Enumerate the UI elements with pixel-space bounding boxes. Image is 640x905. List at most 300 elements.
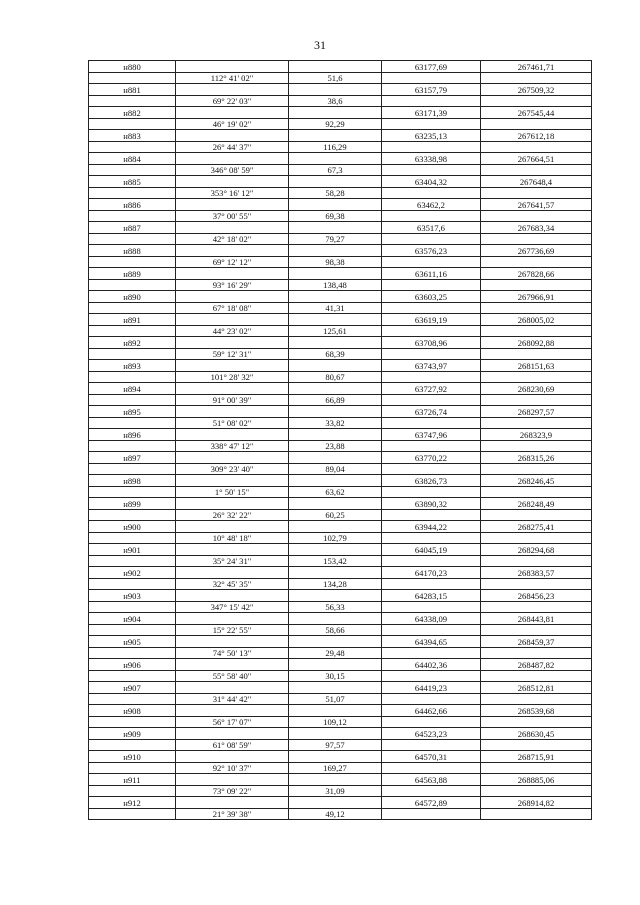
empty-cell: [481, 440, 592, 452]
segment-distance: 134,28: [289, 578, 382, 590]
point-x-coordinate: 63727,92: [382, 383, 481, 395]
empty-cell: [89, 739, 176, 751]
empty-cell: [289, 705, 382, 717]
segment-angle: 92° 10' 37": [176, 762, 289, 774]
empty-cell: [289, 544, 382, 556]
point-y-coordinate: 268914,82: [481, 797, 592, 809]
empty-cell: [382, 555, 481, 567]
point-y-coordinate: 268294,68: [481, 544, 592, 556]
empty-cell: [89, 233, 176, 245]
segment-angle: 346° 08' 59": [176, 164, 289, 176]
segment-angle: 91° 00' 39": [176, 394, 289, 406]
point-row: [89, 705, 592, 717]
point-y-coordinate: 267648,4: [481, 176, 592, 188]
point-x-coordinate: 63890,32: [382, 498, 481, 510]
segment-distance: 49,12: [289, 808, 382, 820]
segment-distance: 125,61: [289, 325, 382, 337]
point-name: н898: [89, 475, 176, 487]
empty-cell: [382, 348, 481, 360]
point-x-coordinate: 63770,22: [382, 452, 481, 464]
point-y-coordinate: 268383,57: [481, 567, 592, 579]
point-y-coordinate: 268275,41: [481, 521, 592, 533]
empty-cell: [481, 233, 592, 245]
point-y-coordinate: 268248,49: [481, 498, 592, 510]
empty-cell: [289, 498, 382, 510]
segment-angle: 15° 22' 55": [176, 624, 289, 636]
point-row: [89, 245, 592, 257]
empty-cell: [481, 739, 592, 751]
segment-row: [89, 762, 592, 774]
segment-row: [89, 555, 592, 567]
segment-row: [89, 371, 592, 383]
point-row: [89, 659, 592, 671]
segment-distance: 92,29: [289, 118, 382, 130]
empty-cell: [176, 314, 289, 326]
segment-angle: 93° 16' 29": [176, 279, 289, 291]
empty-cell: [176, 705, 289, 717]
segment-distance: 23,88: [289, 440, 382, 452]
empty-cell: [382, 417, 481, 429]
point-row: [89, 360, 592, 372]
empty-cell: [289, 337, 382, 349]
empty-cell: [481, 348, 592, 360]
point-name: н907: [89, 682, 176, 694]
empty-cell: [176, 291, 289, 303]
point-x-coordinate: 63462,2: [382, 199, 481, 211]
empty-cell: [289, 383, 382, 395]
point-y-coordinate: 268487,82: [481, 659, 592, 671]
empty-cell: [89, 417, 176, 429]
point-x-coordinate: 63576,23: [382, 245, 481, 257]
page-number: 31: [314, 38, 326, 52]
empty-cell: [176, 84, 289, 96]
empty-cell: [382, 371, 481, 383]
segment-distance: 56,33: [289, 601, 382, 613]
point-y-coordinate: 267664,51: [481, 153, 592, 165]
point-y-coordinate: 268456,23: [481, 590, 592, 602]
empty-cell: [382, 808, 481, 820]
empty-cell: [89, 325, 176, 337]
segment-distance: 138,48: [289, 279, 382, 291]
empty-cell: [382, 739, 481, 751]
segment-distance: 66,89: [289, 394, 382, 406]
segment-distance: 33,82: [289, 417, 382, 429]
segment-row: [89, 532, 592, 544]
segment-row: [89, 624, 592, 636]
point-x-coordinate: 63177,69: [382, 61, 481, 73]
empty-cell: [382, 463, 481, 475]
empty-cell: [382, 601, 481, 613]
point-y-coordinate: 268092,88: [481, 337, 592, 349]
empty-cell: [481, 279, 592, 291]
empty-cell: [89, 716, 176, 728]
empty-cell: [89, 486, 176, 498]
point-x-coordinate: 64402,36: [382, 659, 481, 671]
segment-angle: 69° 12' 12": [176, 256, 289, 268]
segment-row: [89, 509, 592, 521]
point-x-coordinate: 64462,66: [382, 705, 481, 717]
segment-row: [89, 233, 592, 245]
empty-cell: [176, 268, 289, 280]
empty-cell: [289, 130, 382, 142]
empty-cell: [176, 567, 289, 579]
coordinates-table: [88, 60, 592, 820]
segment-angle: 46° 19' 02": [176, 118, 289, 130]
point-x-coordinate: 63157,79: [382, 84, 481, 96]
empty-cell: [481, 394, 592, 406]
segment-distance: 79,27: [289, 233, 382, 245]
empty-cell: [89, 463, 176, 475]
empty-cell: [382, 279, 481, 291]
point-row: [89, 590, 592, 602]
empty-cell: [289, 636, 382, 648]
point-x-coordinate: 63743,97: [382, 360, 481, 372]
segment-angle: 74° 50' 13": [176, 647, 289, 659]
point-name: н882: [89, 107, 176, 119]
empty-cell: [89, 164, 176, 176]
empty-cell: [382, 647, 481, 659]
point-y-coordinate: 268297,57: [481, 406, 592, 418]
point-row: [89, 199, 592, 211]
point-row: [89, 429, 592, 441]
segment-row: [89, 670, 592, 682]
empty-cell: [289, 153, 382, 165]
empty-cell: [382, 164, 481, 176]
segment-angle: 353° 16' 12": [176, 187, 289, 199]
point-name: н910: [89, 751, 176, 763]
empty-cell: [382, 302, 481, 314]
empty-cell: [176, 682, 289, 694]
empty-cell: [289, 682, 382, 694]
point-x-coordinate: 64338,09: [382, 613, 481, 625]
point-name: н880: [89, 61, 176, 73]
segment-row: [89, 417, 592, 429]
point-y-coordinate: 267683,34: [481, 222, 592, 234]
segment-row: [89, 95, 592, 107]
segment-angle: 67° 18' 08": [176, 302, 289, 314]
empty-cell: [176, 475, 289, 487]
empty-cell: [289, 521, 382, 533]
point-y-coordinate: 267545,44: [481, 107, 592, 119]
segment-row: [89, 187, 592, 199]
point-y-coordinate: 267612,18: [481, 130, 592, 142]
empty-cell: [89, 256, 176, 268]
empty-cell: [89, 555, 176, 567]
empty-cell: [289, 84, 382, 96]
empty-cell: [89, 808, 176, 820]
empty-cell: [289, 176, 382, 188]
empty-cell: [481, 302, 592, 314]
empty-cell: [89, 72, 176, 84]
empty-cell: [176, 406, 289, 418]
point-y-coordinate: 267736,69: [481, 245, 592, 257]
empty-cell: [382, 716, 481, 728]
segment-row: [89, 302, 592, 314]
empty-cell: [382, 72, 481, 84]
point-row: [89, 636, 592, 648]
empty-cell: [289, 245, 382, 257]
segment-distance: 69,38: [289, 210, 382, 222]
point-y-coordinate: 268246,45: [481, 475, 592, 487]
empty-cell: [289, 61, 382, 73]
empty-cell: [289, 475, 382, 487]
segment-angle: 26° 44' 37": [176, 141, 289, 153]
point-y-coordinate: 268315,26: [481, 452, 592, 464]
empty-cell: [289, 659, 382, 671]
segment-row: [89, 141, 592, 153]
point-name: н889: [89, 268, 176, 280]
empty-cell: [89, 624, 176, 636]
empty-cell: [89, 693, 176, 705]
point-y-coordinate: 267828,66: [481, 268, 592, 280]
segment-row: [89, 394, 592, 406]
point-name: н890: [89, 291, 176, 303]
point-name: н906: [89, 659, 176, 671]
empty-cell: [481, 371, 592, 383]
point-name: н902: [89, 567, 176, 579]
empty-cell: [481, 141, 592, 153]
empty-cell: [89, 785, 176, 797]
point-name: н883: [89, 130, 176, 142]
empty-cell: [481, 95, 592, 107]
point-name: н911: [89, 774, 176, 786]
empty-cell: [289, 429, 382, 441]
point-row: [89, 130, 592, 142]
empty-cell: [89, 394, 176, 406]
empty-cell: [481, 808, 592, 820]
segment-row: [89, 164, 592, 176]
empty-cell: [176, 107, 289, 119]
segment-row: [89, 647, 592, 659]
point-x-coordinate: 63619,19: [382, 314, 481, 326]
point-x-coordinate: 63611,16: [382, 268, 481, 280]
point-x-coordinate: 63171,39: [382, 107, 481, 119]
point-row: [89, 544, 592, 556]
point-y-coordinate: 268539,68: [481, 705, 592, 717]
empty-cell: [176, 774, 289, 786]
empty-cell: [176, 452, 289, 464]
empty-cell: [289, 314, 382, 326]
segment-row: [89, 808, 592, 820]
point-row: [89, 728, 592, 740]
empty-cell: [481, 187, 592, 199]
empty-cell: [481, 417, 592, 429]
segment-row: [89, 348, 592, 360]
point-y-coordinate: 268323,9: [481, 429, 592, 441]
point-x-coordinate: 63708,96: [382, 337, 481, 349]
segment-angle: 21° 39' 38": [176, 808, 289, 820]
point-x-coordinate: 63747,96: [382, 429, 481, 441]
empty-cell: [481, 578, 592, 590]
segment-row: [89, 693, 592, 705]
empty-cell: [89, 348, 176, 360]
empty-cell: [481, 509, 592, 521]
empty-cell: [176, 176, 289, 188]
empty-cell: [176, 659, 289, 671]
point-row: [89, 61, 592, 73]
segment-angle: 31° 44' 42": [176, 693, 289, 705]
segment-angle: 73° 09' 22": [176, 785, 289, 797]
point-y-coordinate: 267641,57: [481, 199, 592, 211]
segment-angle: 309° 23' 40": [176, 463, 289, 475]
point-row: [89, 337, 592, 349]
point-x-coordinate: 64394,65: [382, 636, 481, 648]
empty-cell: [382, 762, 481, 774]
point-x-coordinate: 64523,23: [382, 728, 481, 740]
point-name: н903: [89, 590, 176, 602]
empty-cell: [289, 222, 382, 234]
empty-cell: [382, 118, 481, 130]
empty-cell: [481, 785, 592, 797]
point-x-coordinate: 64419,23: [382, 682, 481, 694]
empty-cell: [89, 601, 176, 613]
point-y-coordinate: 268230,69: [481, 383, 592, 395]
segment-angle: 101° 28' 32": [176, 371, 289, 383]
empty-cell: [176, 429, 289, 441]
empty-cell: [382, 325, 481, 337]
empty-cell: [481, 555, 592, 567]
point-name: н895: [89, 406, 176, 418]
segment-distance: 67,3: [289, 164, 382, 176]
empty-cell: [89, 670, 176, 682]
point-row: [89, 797, 592, 809]
point-y-coordinate: 268512,81: [481, 682, 592, 694]
empty-cell: [176, 61, 289, 73]
point-row: [89, 314, 592, 326]
point-row: [89, 774, 592, 786]
segment-angle: 55° 58' 40": [176, 670, 289, 682]
segment-distance: 98,38: [289, 256, 382, 268]
empty-cell: [176, 797, 289, 809]
empty-cell: [382, 486, 481, 498]
empty-cell: [89, 141, 176, 153]
segment-distance: 97,57: [289, 739, 382, 751]
empty-cell: [176, 153, 289, 165]
point-name: н905: [89, 636, 176, 648]
point-x-coordinate: 64570,31: [382, 751, 481, 763]
point-row: [89, 452, 592, 464]
segment-distance: 31,09: [289, 785, 382, 797]
point-name: н912: [89, 797, 176, 809]
segment-angle: 1° 50' 15": [176, 486, 289, 498]
segment-angle: 32° 45' 35": [176, 578, 289, 590]
point-row: [89, 291, 592, 303]
segment-distance: 102,79: [289, 532, 382, 544]
point-name: н896: [89, 429, 176, 441]
point-row: [89, 268, 592, 280]
segment-angle: 26° 32' 22": [176, 509, 289, 521]
segment-row: [89, 601, 592, 613]
point-name: н887: [89, 222, 176, 234]
empty-cell: [176, 383, 289, 395]
empty-cell: [481, 624, 592, 636]
point-x-coordinate: 63338,98: [382, 153, 481, 165]
empty-cell: [382, 532, 481, 544]
segment-distance: 58,66: [289, 624, 382, 636]
empty-cell: [289, 797, 382, 809]
point-name: н904: [89, 613, 176, 625]
empty-cell: [481, 716, 592, 728]
empty-cell: [481, 164, 592, 176]
segment-distance: 89,04: [289, 463, 382, 475]
segment-angle: 51° 08' 02": [176, 417, 289, 429]
segment-angle: 59° 12' 31": [176, 348, 289, 360]
empty-cell: [89, 578, 176, 590]
point-x-coordinate: 64572,89: [382, 797, 481, 809]
empty-cell: [89, 440, 176, 452]
empty-cell: [289, 590, 382, 602]
point-x-coordinate: 63726,74: [382, 406, 481, 418]
empty-cell: [481, 601, 592, 613]
point-row: [89, 176, 592, 188]
segment-row: [89, 440, 592, 452]
empty-cell: [289, 268, 382, 280]
empty-cell: [481, 670, 592, 682]
empty-cell: [176, 521, 289, 533]
empty-cell: [382, 440, 481, 452]
point-y-coordinate: 267509,32: [481, 84, 592, 96]
point-name: н885: [89, 176, 176, 188]
empty-cell: [176, 613, 289, 625]
empty-cell: [481, 72, 592, 84]
empty-cell: [89, 532, 176, 544]
segment-angle: 44° 23' 02": [176, 325, 289, 337]
empty-cell: [382, 693, 481, 705]
segment-distance: 29,48: [289, 647, 382, 659]
empty-cell: [89, 371, 176, 383]
segment-row: [89, 256, 592, 268]
empty-cell: [481, 647, 592, 659]
segment-distance: 109,12: [289, 716, 382, 728]
point-row: [89, 751, 592, 763]
empty-cell: [289, 452, 382, 464]
point-row: [89, 222, 592, 234]
empty-cell: [89, 509, 176, 521]
point-row: [89, 153, 592, 165]
segment-row: [89, 118, 592, 130]
empty-cell: [382, 624, 481, 636]
point-row: [89, 475, 592, 487]
point-name: н892: [89, 337, 176, 349]
point-name: н901: [89, 544, 176, 556]
segment-distance: 38,6: [289, 95, 382, 107]
segment-distance: 60,25: [289, 509, 382, 521]
segment-angle: 347° 15' 42": [176, 601, 289, 613]
empty-cell: [89, 279, 176, 291]
empty-cell: [289, 360, 382, 372]
empty-cell: [176, 728, 289, 740]
empty-cell: [176, 245, 289, 257]
point-x-coordinate: 64283,15: [382, 590, 481, 602]
segment-angle: 338° 47' 12": [176, 440, 289, 452]
segment-distance: 51,07: [289, 693, 382, 705]
empty-cell: [89, 302, 176, 314]
point-name: н899: [89, 498, 176, 510]
point-name: н891: [89, 314, 176, 326]
empty-cell: [481, 210, 592, 222]
empty-cell: [289, 774, 382, 786]
segment-distance: 63,62: [289, 486, 382, 498]
segment-angle: 35° 24' 31": [176, 555, 289, 567]
segment-distance: 153,42: [289, 555, 382, 567]
empty-cell: [176, 199, 289, 211]
segment-row: [89, 785, 592, 797]
segment-row: [89, 463, 592, 475]
point-row: [89, 107, 592, 119]
point-name: н893: [89, 360, 176, 372]
empty-cell: [382, 141, 481, 153]
empty-cell: [481, 532, 592, 544]
